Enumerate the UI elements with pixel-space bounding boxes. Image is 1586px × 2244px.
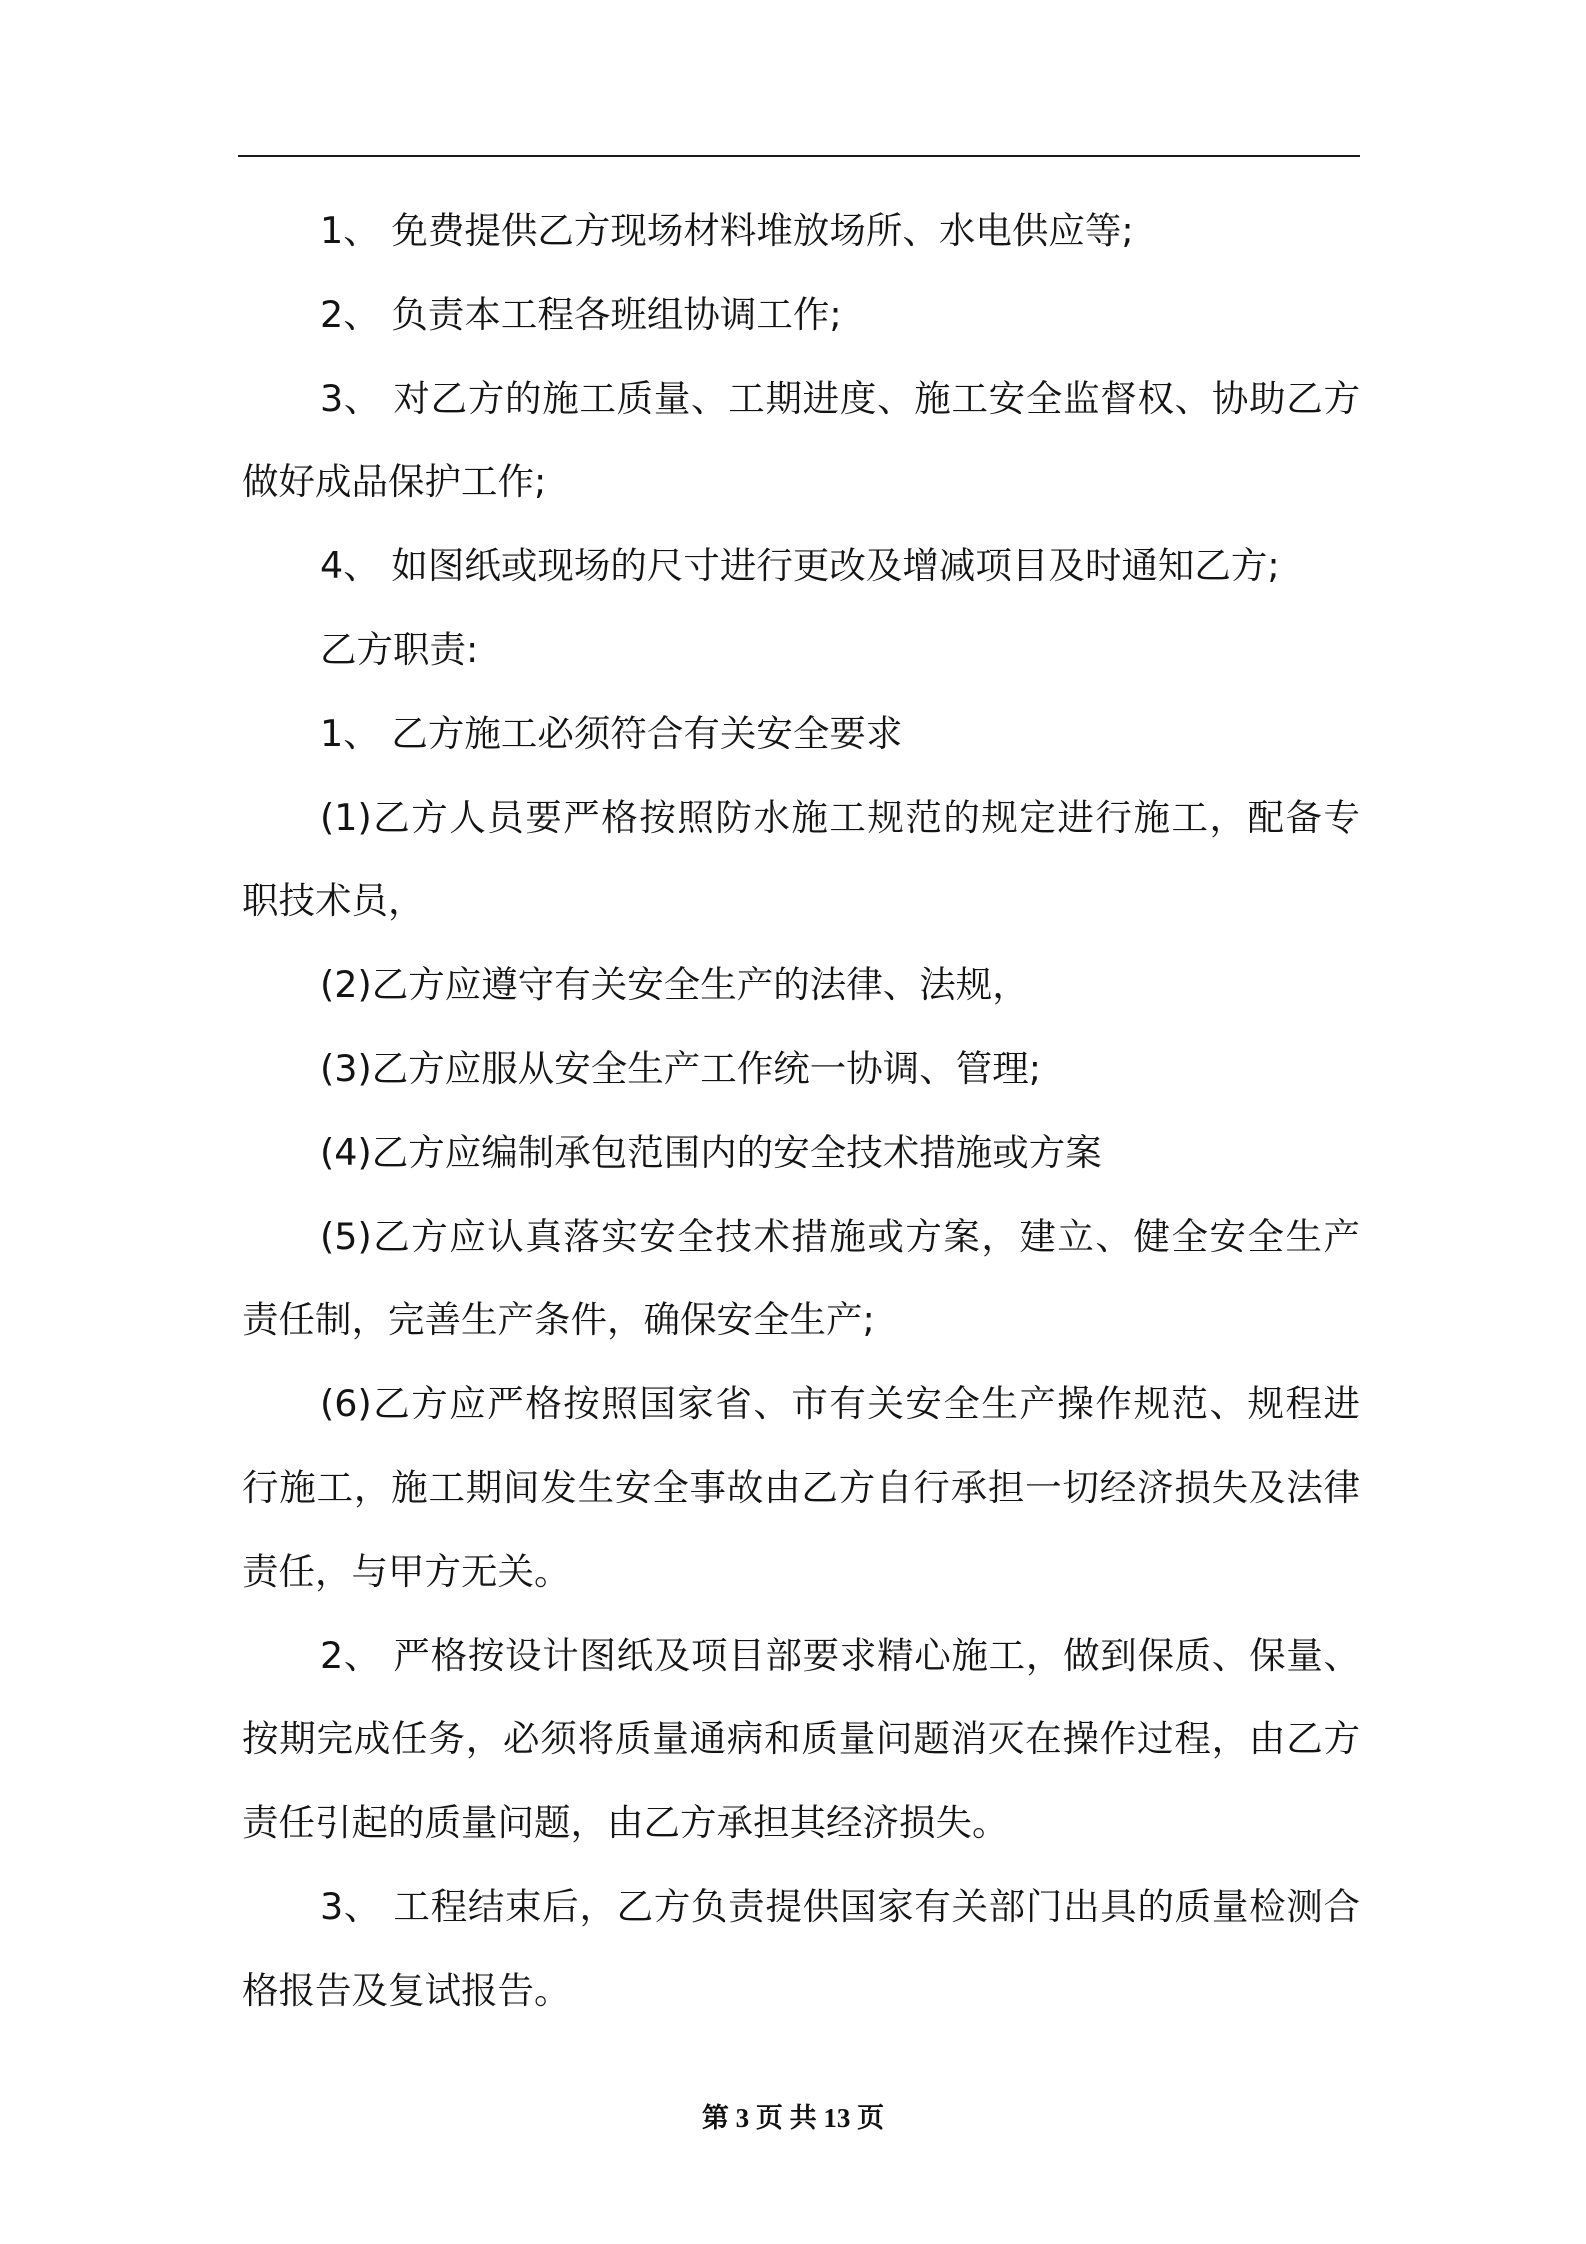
text-line: 责任制，完善生产条件，确保安全生产; [242,1298,875,1342]
text-line: 格报告及复试报告。 [242,1968,571,2012]
text-line: (2)乙方应遵守有关安全生产的法律、法规， [320,963,1029,1007]
paragraph [242,524,1360,608]
paragraph [242,943,1360,1027]
text-line: (4)乙方应编制承包范围内的安全技术措施或方案 [320,1130,1102,1174]
paragraph [242,1195,1360,1363]
text-line: 按期完成任务，必须将质量通病和质量问题消灭在操作过程，由乙方 [242,1717,1360,1761]
text-line: 3、 工程结束后，乙方负责提供国家有关部门出具的质量检测合 [320,1884,1360,1928]
paragraph [242,1027,1360,1111]
paragraph [242,1614,1360,1865]
paragraph [242,1865,1360,2033]
text-line: 4、 如图纸或现场的尺寸进行更改及增减项目及时通知乙方; [320,544,1280,588]
text-line: (6)乙方应严格按照国家省、市有关安全生产操作规范、规程进 [320,1382,1360,1426]
text-line: (3)乙方应服从安全生产工作统一协调、管理; [320,1046,1041,1090]
text-line: 做好成品保护工作; [242,460,547,504]
text-line: 1、 免费提供乙方现场材料堆放场所、水电供应等; [320,209,1134,252]
text-line: (5)乙方应认真落实安全技术措施或方案，建立、健全安全生产 [320,1214,1360,1258]
page-number: 第 3 页 共 13 页 [701,2103,885,2133]
paragraph [242,1111,1360,1195]
text-line: (1)乙方人员要严格按照防水施工规范的规定进行施工，配备专 [320,795,1360,839]
text-line: 职技术员， [242,879,425,923]
paragraph [242,608,1360,692]
paragraph [242,776,1360,944]
text-line: 3、 对乙方的施工质量、工期进度、施工安全监督权、协助乙方 [320,376,1360,420]
paragraph [242,1362,1360,1613]
paragraph [242,273,1360,357]
text-line: 1、 乙方施工必须符合有关安全要求 [320,711,903,755]
text-line: 行施工，施工期间发生安全事故由乙方自行承担一切经济损失及法律 [242,1465,1360,1509]
text-line: 乙方职责: [320,627,479,671]
text-line: 责任引起的质量问题，由乙方承担其经济损失。 [242,1801,1009,1845]
text-line: 2、 严格按设计图纸及项目部要求精心施工，做到保质、保量、 [320,1633,1360,1677]
paragraph [242,357,1360,525]
text-line: 责任，与甲方无关。 [242,1549,571,1593]
paragraph [242,189,1360,273]
header-rule [238,155,1360,157]
body-text [242,189,1360,2033]
paragraph [242,692,1360,776]
text-line: 2、 负责本工程各班组协调工作; [320,292,842,336]
